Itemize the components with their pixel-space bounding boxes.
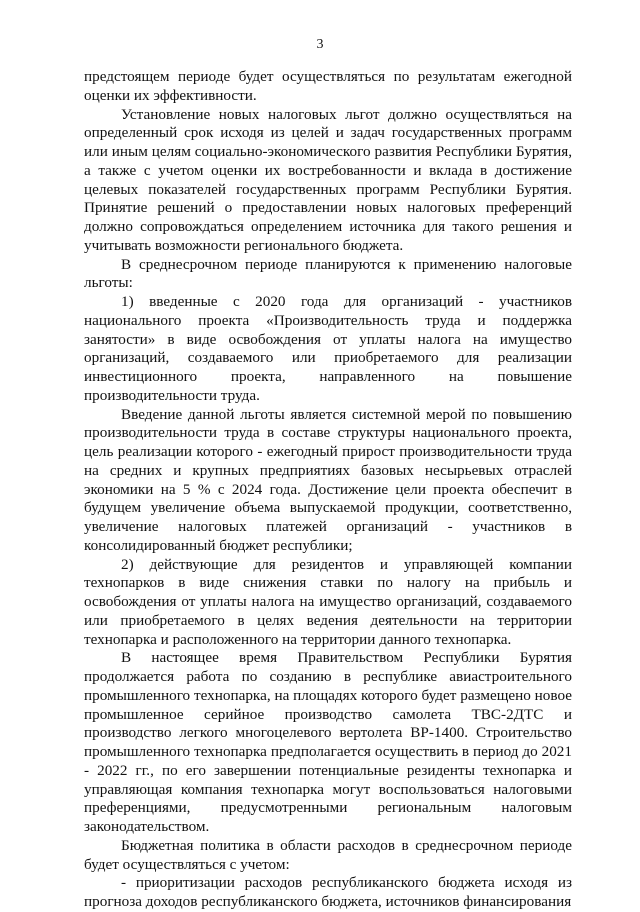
paragraph-aviation-technopark: В настоящее время Правительством Республики Бурятия продолжается работа по созданию в республике авиастроительного промышленного технопарка, на площадях которого будет размещено новое промышленное серийное производство самолета ТВС-2ДТС и производство легкого многоцелевого вертолета ВР-1400. Строительство промышленного технопарка предполагается осуществить в период до 2021 - 2022 гг., по его завершении потенциальные резиденты технопарка и управляющая компания технопарка могут воспользоваться налоговыми преференциями, предусмотренными региональным налоговым законодательством. (84, 649, 572, 835)
list-item-1-labor-productivity: 1) введенные с 2020 года для организаций - участников национального проекта «Производительность труда и поддержка занятости» в виде освобождения от уплаты налога на имущество организаций, создаваемого или приобретаемого для реализации инвестиционного проекта, направленного на повышение производительности труда. (84, 293, 572, 404)
paragraph-benefit-rationale: Введение данной льготы является системной мерой по повышению производительности труда в составе структуры национального проекта, цель реализации которого - ежегодный прирост производительности труда на средних и крупных предприятиях базовых несырьевых отраслей экономики на 5 % с 2024 года. Достижение цели проекта обеспечит в будущем увеличение объема выпускаемой продукции, соответственно, увеличение налоговых платежей организаций - участников в консолидированный бюджет республики; (84, 405, 572, 554)
page-number: 3 (316, 37, 324, 52)
list-item-2-technoparks: 2) действующие для резидентов и управляющей компании технопарков в виде снижения ставки по налогу на прибыль и освобождения от уплаты налога на имущество организаций, создаваемого или приобретаемого в целях ведения деятельности на территории технопарка и расположенного на территории данного технопарка. (84, 555, 572, 648)
paragraph-new-tax-benefits: Установление новых налоговых льгот должно осуществляться на определенный срок исходя из целей и задач государственных программ или иным целям социально-экономического развития Республики Бурятия, а также с учетом оценки их востребованности и вклада в достижение целевых показателей государственных программ Республики Бурятия. Принятие решений о предоставлении новых налоговых преференций должно сопровождаться определением источника для такого решения и учитывать возможности регионального бюджета. (84, 105, 572, 254)
list-item-prioritization: - приоритизации расходов республиканского бюджета исходя из прогноза доходов республиканского бюджета, источников финансирования (84, 874, 572, 910)
document-body (84, 68, 572, 912)
paragraph-continuation: предстоящем периоде будет осуществляться по результатам ежегодной оценки их эффективности. (84, 68, 572, 104)
paragraph-planned-benefits-intro: В среднесрочном периоде планируются к применению налоговые льготы: (84, 255, 572, 292)
paragraph-expenditure-policy: Бюджетная политика в области расходов в среднесрочном периоде будет осуществляться с учетом: (84, 836, 572, 873)
